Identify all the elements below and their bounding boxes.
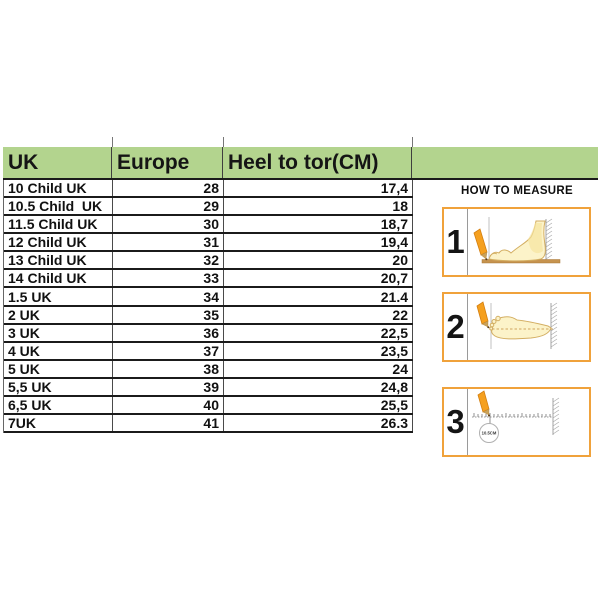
table-row (4, 180, 413, 198)
pencil-icon (478, 391, 490, 417)
cell-cm: 19,4 (224, 234, 413, 250)
grid-stub (223, 137, 224, 147)
svg-text:10.5CM: 10.5CM (481, 430, 497, 436)
cell-uk: 1.5 UK (4, 288, 113, 304)
cell-europe: 41 (113, 415, 224, 431)
cell-uk: 3 UK (4, 325, 113, 341)
table-body (3, 180, 413, 433)
table-row (4, 216, 413, 234)
cell-europe: 31 (113, 234, 224, 250)
cell-cm: 25,5 (224, 397, 413, 413)
measure-step-2-box (442, 292, 591, 362)
header-europe: Europe (112, 147, 223, 178)
header-heel-to-tor: Heel to tor(CM) (223, 147, 412, 178)
cell-uk: 4 UK (4, 343, 113, 359)
footprint-top-view-icon (468, 294, 589, 360)
step-number: 1 (444, 209, 468, 275)
foot-side (489, 221, 545, 261)
table-row (4, 288, 413, 306)
grid-stub (412, 137, 413, 147)
table-row (4, 415, 413, 433)
cell-uk: 12 Child UK (4, 234, 113, 250)
cell-uk: 5,5 UK (4, 379, 113, 395)
cell-cm: 23,5 (224, 343, 413, 359)
ruler (472, 413, 553, 424)
wall-hatch (551, 303, 557, 349)
cell-cm: 20 (224, 252, 413, 268)
cell-europe: 34 (113, 288, 224, 304)
cell-cm: 20,7 (224, 270, 413, 286)
cell-cm: 22 (224, 307, 413, 323)
pencil-icon (474, 229, 487, 260)
cell-cm: 24 (224, 361, 413, 377)
table-row (4, 325, 413, 343)
cell-europe: 29 (113, 198, 224, 214)
wall-hatch (553, 398, 559, 435)
cell-uk: 10 Child UK (4, 180, 113, 196)
footprint (490, 316, 553, 339)
cell-cm: 17,4 (224, 180, 413, 196)
cell-europe: 33 (113, 270, 224, 286)
table-row (4, 270, 413, 288)
table-row (4, 379, 413, 397)
cell-europe: 39 (113, 379, 224, 395)
cell-uk: 11.5 Child UK (4, 216, 113, 232)
cell-uk: 10.5 Child UK (4, 198, 113, 214)
cell-uk: 6,5 UK (4, 397, 113, 413)
cell-europe: 37 (113, 343, 224, 359)
measure-step-3-box (442, 387, 591, 457)
pencil-icon (477, 302, 489, 328)
header-uk: UK (3, 147, 112, 178)
cell-cm: 21.4 (224, 288, 413, 304)
cell-europe: 28 (113, 180, 224, 196)
step-number: 2 (444, 294, 468, 360)
table-row (4, 361, 413, 379)
step-number: 3 (444, 389, 468, 455)
table-header-row (3, 147, 598, 180)
cell-cm: 18,7 (224, 216, 413, 232)
how-to-measure-title: HOW TO MEASURE (461, 185, 573, 197)
cell-cm: 24,8 (224, 379, 413, 395)
wall-hatch (546, 219, 552, 260)
table-row (4, 198, 413, 216)
cell-cm: 22,5 (224, 325, 413, 341)
ruler-measure-icon (468, 389, 589, 455)
table-row (4, 252, 413, 270)
cell-cm: 26.3 (224, 415, 413, 431)
cell-europe: 36 (113, 325, 224, 341)
measured-length-circle (480, 424, 499, 443)
table-row (4, 234, 413, 252)
cell-uk: 7UK (4, 415, 113, 431)
cell-uk: 5 UK (4, 361, 113, 377)
header-empty (412, 147, 598, 178)
table-row (4, 397, 413, 415)
cell-cm: 18 (224, 198, 413, 214)
cell-europe: 30 (113, 216, 224, 232)
cell-europe: 38 (113, 361, 224, 377)
cell-uk: 13 Child UK (4, 252, 113, 268)
grid-stub (112, 137, 113, 147)
cell-europe: 40 (113, 397, 224, 413)
measure-step-1-box (442, 207, 591, 277)
table-row (4, 307, 413, 325)
cell-uk: 14 Child UK (4, 270, 113, 286)
foot-side-view-icon (468, 209, 589, 275)
cell-europe: 35 (113, 307, 224, 323)
table-row (4, 343, 413, 361)
cell-uk: 2 UK (4, 307, 113, 323)
cell-europe: 32 (113, 252, 224, 268)
